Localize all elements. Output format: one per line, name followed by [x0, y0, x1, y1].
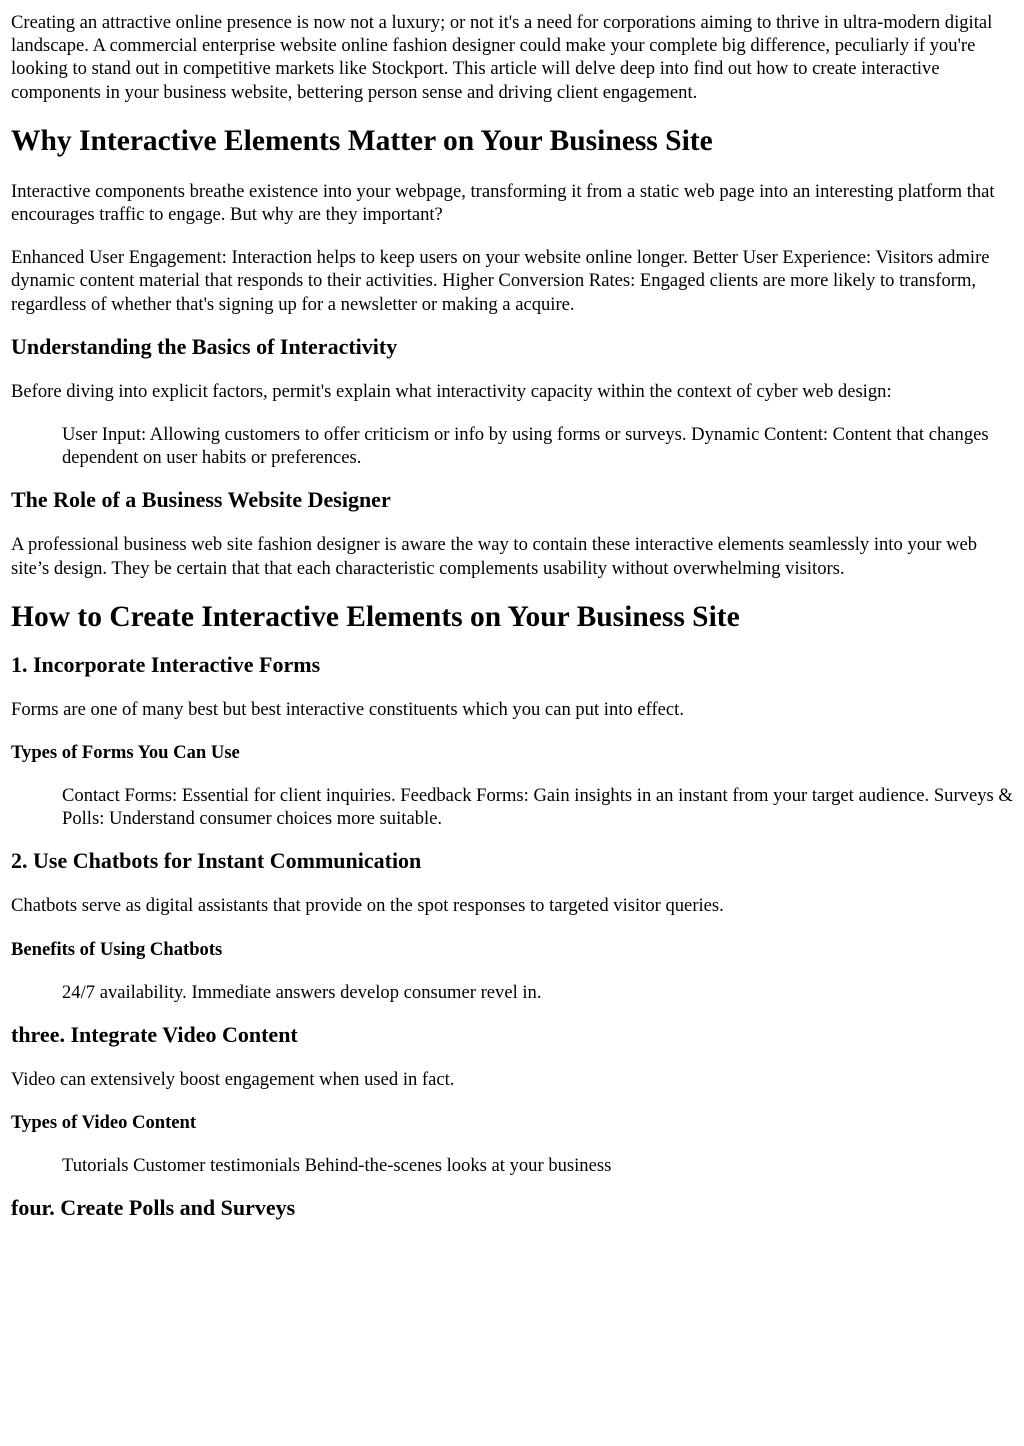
- blockquote-video-text: Tutorials Customer testimonials Behind-the-scenes looks at your business: [62, 1155, 612, 1177]
- heading-why-interactive: Why Interactive Elements Matter on Your Business Site: [11, 124, 713, 157]
- blockquote-basics: [62, 423, 1013, 469]
- paragraph-basics: Before diving into explicit factors, permit's explain what interactivity capacity within the context of cyber web design:: [11, 380, 892, 402]
- paragraph-why-2: Enhanced User Engagement: Interaction helps to keep users on your website online longer. Better User Experience: Visitors admire dynamic content material that responds to their activities. Higher Conversion Rates: Engaged clients are more likely to transform, regardless of whether that's signing up for a newsletter or making a acquire.: [11, 247, 990, 315]
- heading-chatbots: 2. Use Chatbots for Instant Communication: [11, 848, 422, 874]
- subheading-forms: Types of Forms You Can Use: [11, 742, 240, 764]
- blockquote-forms: [62, 784, 1013, 830]
- heading-basics: Understanding the Basics of Interactivity: [11, 333, 398, 359]
- paragraph-role: A professional business web site fashion designer is aware the way to contain these interactive elements seamlessly into your web site’s design. They be certain that that each characteristic complements usability without overwhelming visitors.: [11, 534, 978, 579]
- blockquote-forms-text: Contact Forms: Essential for client inquiries. Feedback Forms: Gain insights in an instant from your target audience. Surveys & Polls: Understand consumer choices more suitable.: [62, 785, 1013, 830]
- paragraph-video: Video can extensively boost engagement when used in fact.: [11, 1068, 455, 1090]
- blockquote-basics-text: User Input: Allowing customers to offer criticism or info by using forms or surveys. Dynamic Content: Content that changes dependent on user habits or preferences.: [62, 424, 989, 469]
- blockquote-video: [62, 1154, 1013, 1177]
- heading-video: three. Integrate Video Content: [11, 1021, 298, 1047]
- paragraph-chatbots: Chatbots serve as digital assistants that provide on the spot responses to targeted visitor queries.: [11, 895, 724, 917]
- heading-how-to-create: How to Create Interactive Elements on Your Business Site: [11, 600, 740, 633]
- subheading-chatbots: Benefits of Using Chatbots: [11, 938, 223, 960]
- heading-forms: 1. Incorporate Interactive Forms: [11, 651, 321, 677]
- heading-role: The Role of a Business Website Designer: [11, 487, 391, 513]
- blockquote-chatbots-text: 24/7 availability. Immediate answers develop consumer revel in.: [62, 981, 542, 1003]
- heading-polls: four. Create Polls and Surveys: [11, 1195, 296, 1221]
- paragraph-forms: Forms are one of many best but best interactive constituents which you can put into effect.: [11, 698, 684, 720]
- paragraph-why-1: Interactive components breathe existence into your webpage, transforming it from a static web page into an interesting platform that encourages traffic to engage. But why are they important?: [11, 180, 995, 226]
- subheading-video: Types of Video Content: [11, 1112, 197, 1134]
- intro-paragraph: Creating an attractive online presence is now not a luxury; or not it's a need for corporations aiming to thrive in ultra-modern digital landscape. A commercial enterprise website online fashion designer could make your complete big difference, peculiarly if you're looking to stand out in competitive markets like Stockport. This article will delve deep into find out how to create interactive components in your business website, bettering person sense and driving client engagement.: [11, 12, 993, 103]
- blockquote-chatbots: [62, 981, 1013, 1004]
